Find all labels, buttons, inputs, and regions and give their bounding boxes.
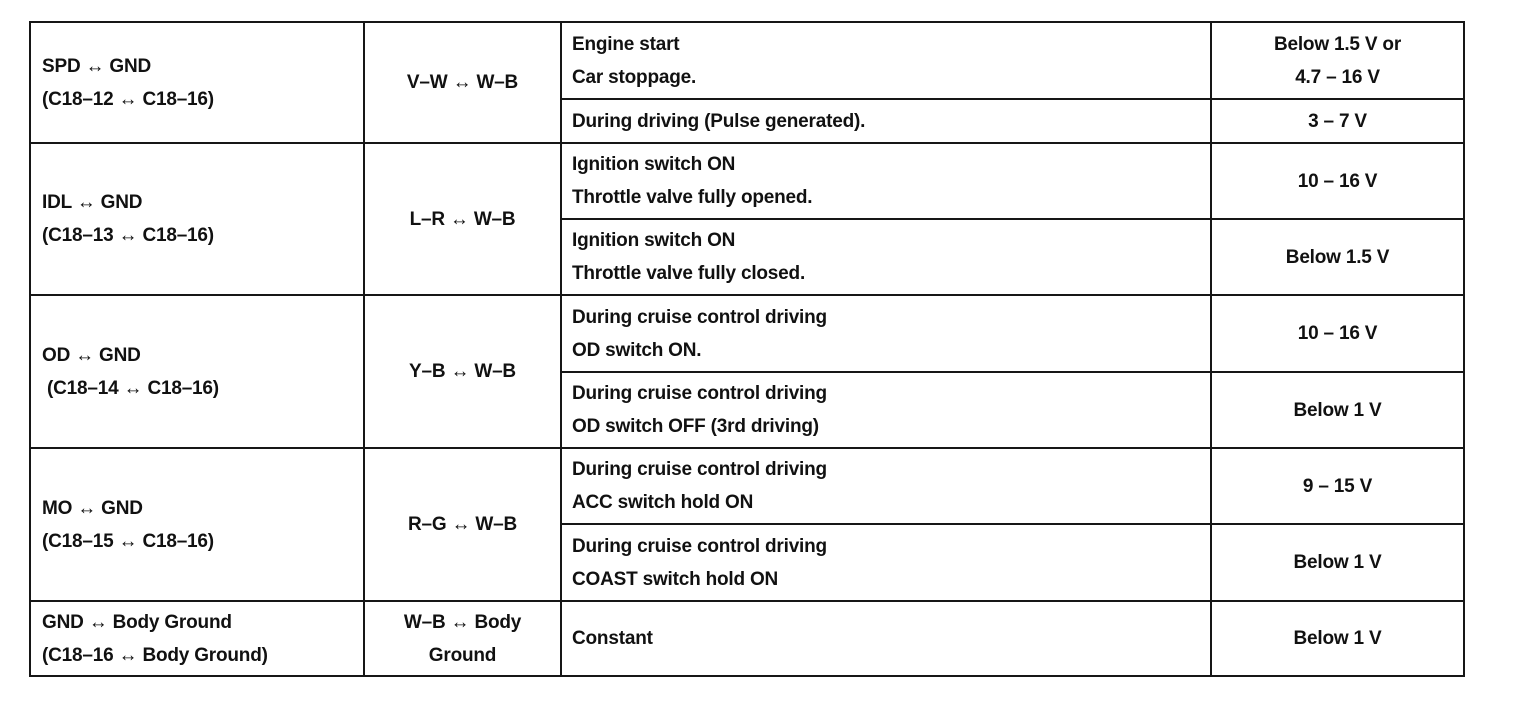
table-row (30, 295, 1464, 372)
condition-line: OD switch OFF (3rd driving) (572, 416, 819, 437)
condition-cell (561, 143, 1211, 219)
terminal-name: OD ↔ GND (42, 344, 141, 366)
wiring-color-cell (364, 22, 561, 143)
spec-cell (1211, 372, 1464, 448)
spec-value: Below 1.5 V (1285, 246, 1390, 268)
condition-line: Ignition switch ON (572, 230, 736, 251)
spec-cell (1211, 524, 1464, 601)
wiring-color-cell (364, 295, 561, 448)
spec-value: 10 – 16 V (1297, 323, 1378, 344)
terminal-pins: (C18–14 ↔ C18–16) (47, 377, 219, 399)
condition-line: During cruise control driving (572, 535, 827, 557)
spec-value: Below 1 V (1293, 552, 1382, 573)
condition-cell (561, 295, 1211, 372)
spec-value: Below 1 V (1293, 399, 1382, 421)
condition-line: Ignition switch ON (572, 154, 736, 175)
condition-cell (561, 219, 1211, 295)
condition-cell (561, 372, 1211, 448)
terminal-cell (30, 295, 364, 448)
spec-value: 9 – 15 V (1302, 475, 1373, 497)
wiring-color: R–G ↔ W–B (407, 514, 518, 535)
spec-cell (1211, 601, 1464, 676)
table-row (30, 448, 1464, 524)
spec-cell (1211, 99, 1464, 143)
terminal-cell (30, 22, 364, 143)
condition-cell (561, 601, 1211, 676)
wiring-color: Y–B ↔ W–B (409, 361, 516, 382)
table-row (30, 601, 1464, 676)
terminal-name: MO ↔ GND (42, 497, 143, 519)
condition-line: COAST switch hold ON (572, 568, 779, 590)
condition-line: During cruise control driving (572, 383, 827, 404)
condition-line: Throttle valve fully closed. (572, 263, 806, 284)
table-row (30, 143, 1464, 219)
terminal-pins: (C18–15 ↔ C18–16) (42, 530, 214, 552)
wiring-color-cell (364, 601, 561, 676)
spec-cell (1211, 143, 1464, 219)
wiring-color: V–W ↔ W–B (406, 72, 519, 93)
wiring-color-cell (364, 143, 561, 295)
condition-line: During cruise control driving (572, 306, 827, 328)
spec-value: 3 – 7 V (1308, 110, 1367, 132)
condition-cell (561, 448, 1211, 524)
terminal-name: SPD ↔ GND (42, 55, 152, 77)
condition-cell (561, 99, 1211, 143)
condition-line: Throttle valve fully opened. (572, 187, 813, 208)
terminal-name: IDL ↔ GND (42, 192, 143, 213)
table-row (30, 22, 1464, 99)
condition-line: During cruise control driving (572, 459, 827, 480)
wiring-color: W–B ↔ Body (403, 611, 522, 633)
terminal-cell (30, 601, 364, 676)
condition-line: Engine start (572, 33, 680, 55)
spec-value: 10 – 16 V (1297, 170, 1378, 192)
spec-cell (1211, 295, 1464, 372)
terminal-pins: (C18–16 ↔ Body Ground) (42, 644, 268, 666)
spec-cell (1211, 22, 1464, 99)
condition-cell (561, 22, 1211, 99)
terminal-cell (30, 143, 364, 295)
condition-line: OD switch ON. (572, 339, 702, 361)
condition-line: Constant (572, 628, 653, 649)
wiring-color: L–R ↔ W–B (409, 208, 516, 230)
terminal-voltage-table (29, 21, 1465, 677)
condition-line: ACC switch hold ON (572, 492, 754, 513)
condition-line: Car stoppage. (572, 66, 697, 88)
condition-cell (561, 524, 1211, 601)
terminal-pins: (C18–12 ↔ C18–16) (42, 88, 214, 110)
spec-cell (1211, 219, 1464, 295)
spec-value: Below 1.5 V or (1273, 33, 1402, 55)
spec-value: Below 1 V (1293, 628, 1382, 649)
terminal-pins: (C18–13 ↔ C18–16) (42, 225, 214, 246)
spec-cell (1211, 448, 1464, 524)
terminal-name: GND ↔ Body Ground (42, 611, 232, 633)
spec-value: 4.7 – 16 V (1295, 66, 1380, 88)
condition-line: During driving (Pulse generated). (572, 110, 866, 132)
wiring-color: Ground (428, 644, 497, 666)
terminal-cell (30, 448, 364, 601)
wiring-color-cell (364, 448, 561, 601)
